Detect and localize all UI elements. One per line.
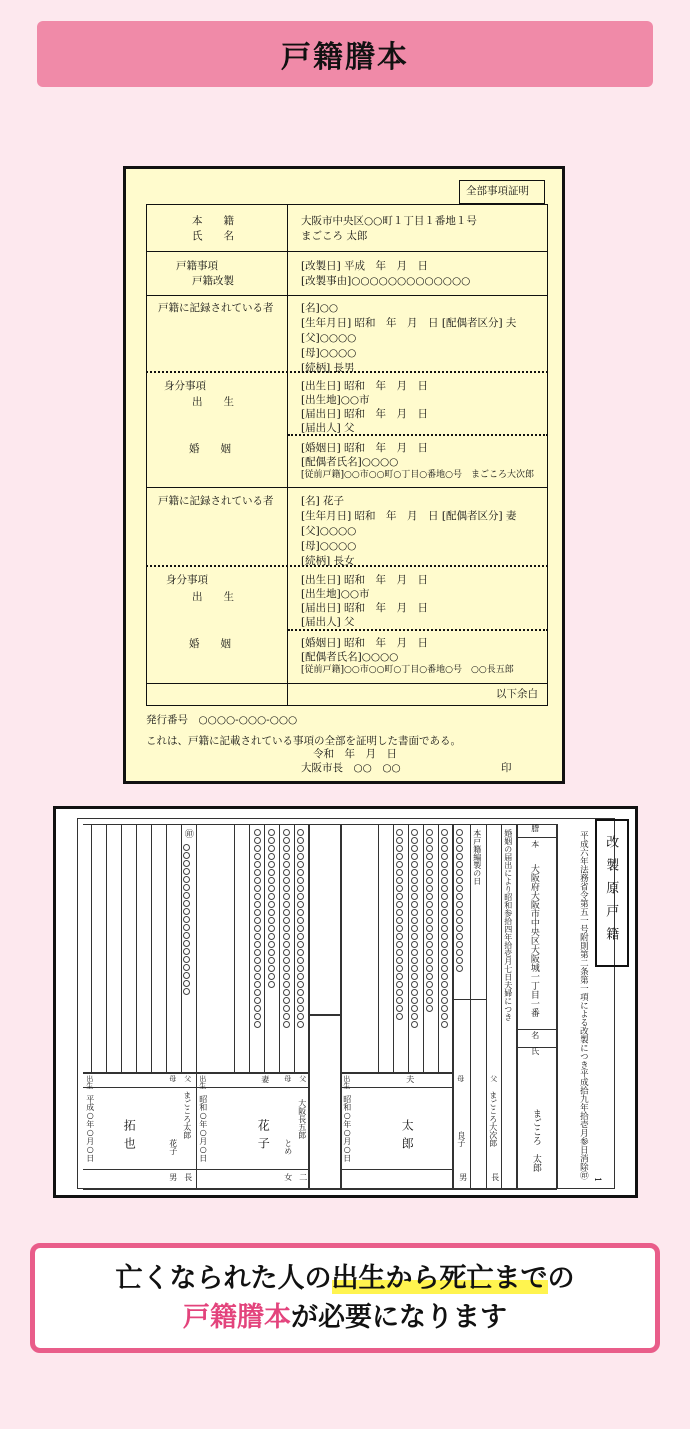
person2-birth-line: [出生地]○○市 [301, 588, 370, 600]
value-kaisei-reason: [改製事由]○○○○○○○○○○○○○ [301, 275, 471, 287]
husband-born-label: 出生 [342, 1075, 351, 1089]
person1-marriage-line: [配偶者氏名]○○○○ [301, 456, 399, 468]
column-line [423, 824, 424, 1072]
wife-father-label: 父 [298, 1075, 307, 1082]
row-line [83, 1189, 557, 1190]
label-tohon: 謄 本 [530, 824, 540, 848]
column-line [166, 824, 167, 1072]
ika-yohaku: 以下余白 [496, 688, 538, 700]
circle-column [456, 829, 464, 972]
person2-birth-line: [届出日] 昭和 年 月 日 [301, 602, 429, 614]
column-line [151, 824, 152, 1072]
page-number: 1 [592, 1177, 602, 1183]
person1-birth-line: [出生地]○○市 [301, 394, 370, 406]
person1-marriage-label: 婚 姻 [189, 443, 231, 455]
wife-father: 大阪長五郎 [297, 1099, 307, 1139]
label-honseki: 本 籍 [192, 215, 234, 227]
column-line [486, 824, 487, 1189]
person2-birthdate: [生年月日] 昭和 年 月 日 [配偶者区分] 妻 [301, 510, 517, 522]
honseki-address: 大阪府大阪市中央区大阪城一丁目一番 [528, 864, 539, 1017]
wife-mother-label: 母 [283, 1075, 292, 1082]
person1-father: [父]○○○○ [301, 332, 357, 344]
table-line [146, 683, 548, 684]
person1-birth-line: [出生日] 昭和 年 月 日 [301, 380, 429, 392]
message-highlight: 出生から死亡まで [331, 1262, 548, 1294]
message-post: の [547, 1262, 575, 1294]
row-line [340, 1087, 453, 1088]
husband-father-label: 父 [489, 1075, 498, 1082]
son-father: まごころ太郎 [182, 1091, 192, 1139]
footer-statement: これは、戸籍に記載されている事項の全部を証明した書面である。 [146, 735, 461, 747]
message-tail: が必要になります [291, 1302, 507, 1333]
label-shimei: 氏 名 [192, 230, 234, 242]
husband-father: まごころ大次郎 [488, 1091, 498, 1147]
column-line [181, 824, 182, 1072]
son-birth: 平成○年○月○日 [85, 1095, 95, 1162]
person2-mother: [母]○○○○ [301, 540, 357, 552]
person2-birth-line: [出生日] 昭和 年 月 日 [301, 574, 429, 586]
column-line [516, 824, 518, 1189]
row-line [83, 1072, 309, 1074]
husband-mother-label: 母 [456, 1075, 465, 1082]
wife-mother: とめ [283, 1139, 293, 1155]
person2-marriage-line: [配偶者氏名]○○○○ [301, 651, 399, 663]
circle-column [254, 829, 262, 1028]
message-pink: 戸籍謄本 [183, 1302, 291, 1333]
circle-column [411, 829, 419, 1028]
person1-birth-line: [届出人] 父 [301, 422, 355, 434]
footer-mayor: 大阪市長 ○○ ○○ [301, 762, 401, 774]
wife-relation: 二 [298, 1173, 308, 1181]
certificate-badge: 全部事項証明 [466, 185, 529, 197]
person2-marriage-line: [従前戸籍]○○市○○町○丁目○番地○号 ○○長五郎 [301, 665, 514, 675]
old-koseki-form [77, 818, 619, 1189]
circle-column [426, 829, 434, 1012]
page-title: 戸籍謄本 [281, 40, 409, 75]
circle-column [396, 829, 404, 1020]
person2-marriage-line: [婚姻日] 昭和 年 月 日 [301, 637, 429, 649]
column-line [249, 824, 250, 1072]
column-line [556, 824, 558, 1189]
son-name: 拓也 [122, 1119, 137, 1155]
person1-name: [名]○○ [301, 302, 339, 314]
message-pre: 亡くなられた人の [115, 1262, 332, 1294]
row-line [83, 1087, 309, 1088]
message-box [30, 1243, 660, 1353]
column-line [279, 824, 280, 1072]
person2-marriage-label: 婚 姻 [189, 638, 231, 650]
label-koseki-kaisei: 戸籍改製 [192, 275, 234, 287]
person1-marriage-line: [婚姻日] 昭和 年 月 日 [301, 442, 429, 454]
message-line-1 [116, 1259, 575, 1298]
message-line-2 [183, 1298, 507, 1337]
person1-birth-label: 出 生 [192, 396, 234, 408]
value-shimei: まごころ 太郎 [301, 230, 368, 242]
husband-relation: 男 [458, 1173, 468, 1181]
head-name: まごころ 太郎 [530, 1109, 541, 1172]
value-honseki: 大阪市中央区○○町１丁目１番地１号 [301, 215, 477, 227]
husband-birth: 昭和○年○月○日 [342, 1095, 352, 1162]
column-line [264, 824, 265, 1072]
son-born-label: 出生 [85, 1075, 94, 1089]
person1-relation: [続柄] 長男 [301, 362, 355, 374]
circle-column [268, 829, 276, 988]
footer-seal: 印 [501, 762, 512, 774]
son-father-label: 父 [183, 1075, 192, 1082]
row-line [340, 1072, 453, 1074]
wife-name: 花子 [256, 1119, 271, 1155]
table-line [146, 295, 548, 296]
column-line [438, 824, 439, 1072]
person1-marriage-line: [従前戸籍]○○市○○町○丁目○番地○号 まごころ大次郎 [301, 470, 534, 480]
person1-mother: [母]○○○○ [301, 347, 357, 359]
wife-birth: 昭和○年○月○日 [198, 1095, 208, 1162]
wife-role: 妻 [260, 1075, 270, 1083]
row-line [83, 1169, 309, 1170]
person1-label: 戸籍に記録されている者 [158, 302, 274, 314]
son-mother-label: 母 [168, 1075, 177, 1082]
row-line [516, 1029, 558, 1030]
column-line [452, 824, 454, 1189]
marriage-note: 婚姻の届出により昭和参拾四年拾壱月七日夫婦につき [503, 829, 513, 1021]
person2-name: [名] 花子 [301, 495, 345, 507]
person2-mibun-label: 身分事項 [166, 574, 208, 586]
column-line [408, 824, 409, 1072]
column-line [308, 824, 310, 1189]
column-line [378, 824, 379, 1072]
column-line [393, 824, 394, 1072]
stamp-title: 改製原戸籍 [603, 835, 619, 950]
husband-relation: 長 [490, 1173, 500, 1181]
table-line [146, 487, 548, 488]
column-line [234, 824, 235, 1072]
son-mother: 花子 [168, 1139, 178, 1155]
column-line [196, 824, 197, 1189]
person1-birthdate: [生年月日] 昭和 年 月 日 [配偶者区分] 夫 [301, 317, 517, 329]
wife-born-label: 出生 [198, 1075, 207, 1089]
husband-name: 太郎 [400, 1119, 415, 1155]
column-line [294, 824, 295, 1072]
person2-birth-line: [届出人] 父 [301, 616, 355, 628]
table-line [146, 251, 548, 252]
circle-column [297, 829, 305, 1028]
column-line [501, 824, 502, 1189]
column-line [91, 824, 92, 1072]
son-relation: 男 [168, 1173, 178, 1181]
row-line [83, 824, 557, 825]
husband-mother: 良子 [456, 1131, 466, 1147]
column-line [106, 824, 107, 1072]
value-kaisei-date: [改製日] 平成 年 月 日 [301, 260, 429, 272]
person1-birth-line: [届出日] 昭和 年 月 日 [301, 408, 429, 420]
label-koseki-jiko: 戸籍事項 [176, 260, 218, 272]
column-line [121, 824, 122, 1072]
column-line [136, 824, 137, 1072]
wife-relation: 女 [283, 1173, 293, 1181]
person2-father: [父]○○○○ [301, 525, 357, 537]
person2-birth-label: 出 生 [192, 591, 234, 603]
header-banner [37, 21, 653, 87]
husband-role: 夫 [405, 1075, 415, 1083]
person2-relation: [続柄] 長女 [301, 555, 355, 567]
row-line [453, 999, 487, 1000]
old-koseki-document [53, 806, 638, 1198]
koseki-certificate [123, 166, 565, 784]
label-shimei: 名 氏 [530, 1031, 540, 1055]
row-line [340, 1169, 453, 1170]
circle-column [441, 829, 449, 1028]
person2-label: 戸籍に記録されている者 [158, 495, 274, 507]
footer-date: 令和 年 月 日 [313, 748, 397, 760]
son-relation: 長 [183, 1173, 193, 1181]
issue-number: 発行番号 ○○○○-○○○-○○○ [146, 714, 298, 726]
circle-column [283, 829, 291, 1028]
row-line [308, 1014, 340, 1016]
column-line [470, 824, 471, 1189]
circle-column [183, 844, 191, 995]
legal-note: 平成六年法務省令第五一号附則第二条第一項による改製につき平成拾九年拾壱月参日消除㊞ [578, 831, 589, 1180]
column-mark: ㊞ [182, 829, 193, 838]
remarks-label: 本戸籍編製の日 [472, 829, 482, 885]
person1-mibun-label: 身分事項 [164, 380, 206, 392]
